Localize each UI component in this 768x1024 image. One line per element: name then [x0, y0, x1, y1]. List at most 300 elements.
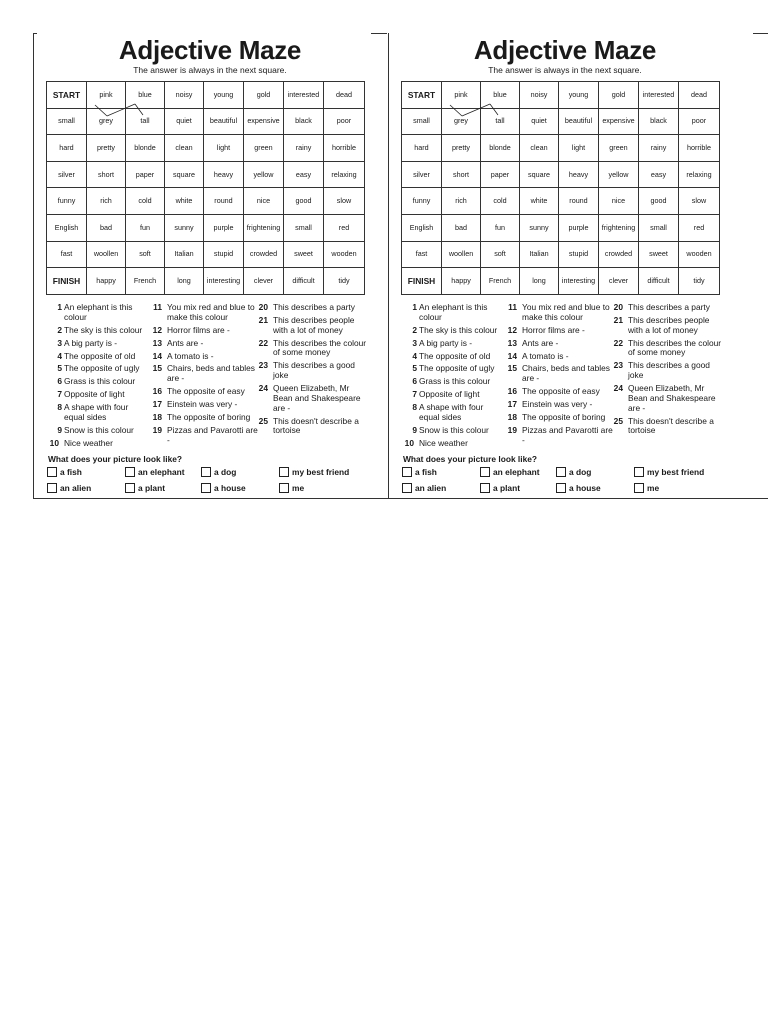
clue-text: The opposite of ugly	[64, 363, 140, 374]
clue-text: Ants are -	[522, 337, 559, 348]
clue-item	[613, 361, 725, 381]
checkbox[interactable]	[556, 467, 566, 477]
clue-text: A tomato is -	[167, 350, 214, 361]
answer-options	[402, 467, 732, 497]
clue-text: Pizzas and Pavarotti are -	[167, 425, 258, 446]
maze-cell: horrible	[324, 135, 365, 162]
maze-cell: gold	[599, 82, 639, 109]
maze-cell: hard	[402, 135, 442, 162]
clue-text: Opposite of light	[419, 389, 480, 400]
maze-cell: purple	[204, 214, 244, 241]
checkbox[interactable]	[201, 483, 211, 493]
answer-option[interactable]	[201, 483, 246, 493]
maze-cell: paper	[481, 161, 520, 188]
clue-text: Queen Elizabeth, Mr Bean and Shakespeare are -	[628, 383, 716, 413]
maze-cell: relaxing	[324, 161, 365, 188]
maze-cell: square	[165, 161, 204, 188]
maze-cell: paper	[126, 161, 165, 188]
clue-item	[404, 303, 506, 323]
clue-list	[45, 303, 375, 453]
clue-text: Ants are -	[167, 337, 204, 348]
clue-item	[258, 339, 370, 359]
checkbox[interactable]	[125, 467, 135, 477]
maze-row	[402, 108, 720, 135]
maze-cell: interested	[284, 82, 324, 109]
clue-item	[152, 387, 260, 397]
answer-option-label: a fish	[415, 467, 437, 477]
clue-text: You mix red and blue to make this colour	[167, 301, 255, 322]
clue-text: This describes the colour of some money	[628, 337, 722, 358]
clue-number: 12	[507, 324, 517, 335]
maze-cell: difficult	[284, 268, 324, 295]
checkbox[interactable]	[556, 483, 566, 493]
maze-cell: rainy	[639, 135, 679, 162]
maze-cell: cold	[126, 188, 165, 215]
maze-cell: soft	[126, 241, 165, 268]
clue-number: 23	[258, 360, 268, 371]
clue-number: 11	[508, 301, 517, 312]
maze-cell: blonde	[481, 135, 520, 162]
answer-option[interactable]	[279, 483, 304, 493]
maze-cell: sweet	[284, 241, 324, 268]
clue-item	[49, 403, 151, 423]
maze-cell: slow	[679, 188, 720, 215]
answer-option[interactable]	[47, 467, 82, 477]
clue-number: 5	[412, 363, 417, 374]
maze-cell: pink	[442, 82, 481, 109]
maze-cell: English	[402, 214, 442, 241]
maze-cell: relaxing	[679, 161, 720, 188]
maze-row	[402, 241, 720, 268]
clue-number: 2	[57, 324, 62, 335]
checkbox[interactable]	[47, 467, 57, 477]
clue-text: This describes the colour of some money	[273, 337, 367, 358]
maze-cell: dead	[324, 82, 365, 109]
maze-cell: good	[639, 188, 679, 215]
maze-cell: stupid	[559, 241, 599, 268]
clue-text: The opposite of easy	[167, 386, 245, 397]
clue-number: 1	[57, 301, 62, 312]
maze-row	[47, 214, 365, 241]
clue-item	[49, 339, 151, 349]
clue-text: An elephant is this colour	[419, 301, 488, 322]
clue-number: 17	[507, 399, 517, 410]
maze-row	[47, 241, 365, 268]
clue-item	[507, 303, 615, 323]
maze-cell: clever	[599, 268, 639, 295]
clue-number: 13	[152, 337, 162, 348]
maze-cell: crowded	[244, 241, 284, 268]
clue-item	[49, 326, 151, 336]
maze-cell: light	[204, 135, 244, 162]
maze-cell: heavy	[559, 161, 599, 188]
clue-text: The opposite of easy	[522, 386, 600, 397]
maze-cell: quiet	[520, 108, 559, 135]
answer-option[interactable]	[125, 483, 165, 493]
clue-item	[258, 384, 370, 413]
clue-item	[49, 426, 151, 436]
picture-question: What does your picture look like?	[48, 454, 183, 464]
worksheet-subtitle: The answer is always in the next square.	[488, 65, 642, 75]
clue-number: 3	[57, 337, 62, 348]
clue-text: This describes a party	[628, 301, 710, 312]
checkbox[interactable]	[480, 467, 490, 477]
clue-item	[152, 339, 260, 349]
clue-text: Pizzas and Pavarotti are -	[522, 425, 613, 446]
maze-cell: FINISH	[47, 268, 87, 295]
maze-cell: yellow	[244, 161, 284, 188]
clue-number: 1	[412, 301, 417, 312]
maze-row	[47, 161, 365, 188]
maze-cell: blue	[126, 82, 165, 109]
answer-option-label: a plant	[138, 483, 165, 493]
clue-item	[152, 352, 260, 362]
clue-item	[152, 413, 260, 423]
clue-number: 17	[152, 399, 162, 410]
maze-cell: silver	[402, 161, 442, 188]
clue-number: 9	[57, 425, 62, 436]
answer-option[interactable]	[634, 483, 659, 493]
maze-cell: frightening	[599, 214, 639, 241]
maze-cell: sweet	[639, 241, 679, 268]
clue-number: 19	[507, 425, 517, 436]
checkbox[interactable]	[402, 467, 412, 477]
clue-number: 7	[57, 389, 62, 400]
clue-number: 8	[57, 402, 62, 413]
maze-cell: yellow	[599, 161, 639, 188]
worksheet-right	[400, 34, 730, 498]
maze-cell: nice	[244, 188, 284, 215]
clue-item	[404, 377, 506, 387]
clue-item	[613, 316, 725, 336]
clue-number: 2	[412, 324, 417, 335]
maze-cell: fast	[402, 241, 442, 268]
clue-number: 10	[49, 438, 59, 449]
clue-column-3	[613, 303, 725, 440]
answer-option[interactable]	[556, 467, 591, 477]
maze-row	[47, 188, 365, 215]
clue-item	[613, 339, 725, 359]
clue-text: The opposite of ugly	[419, 363, 495, 374]
maze-cell: expensive	[244, 108, 284, 135]
maze-cell: small	[639, 214, 679, 241]
maze-cell: FINISH	[402, 268, 442, 295]
maze-cell: grey	[87, 108, 126, 135]
maze-cell: easy	[639, 161, 679, 188]
answer-option[interactable]	[480, 467, 540, 477]
clue-text: Horror films are -	[522, 324, 585, 335]
clue-number: 18	[152, 412, 162, 423]
maze-cell: interesting	[204, 268, 244, 295]
maze-cell: small	[402, 108, 442, 135]
checkbox[interactable]	[480, 483, 490, 493]
answer-option-label: a house	[569, 483, 601, 493]
maze-cell: poor	[324, 108, 365, 135]
clue-item	[507, 426, 615, 446]
answer-option[interactable]	[556, 483, 601, 493]
maze-cell: bad	[442, 214, 481, 241]
clue-number: 6	[412, 376, 417, 387]
checkbox[interactable]	[125, 483, 135, 493]
clue-item	[404, 352, 506, 362]
clue-text: The sky is this colour	[64, 324, 143, 335]
maze-cell: tall	[481, 108, 520, 135]
worksheet-subtitle: The answer is always in the next square.	[133, 65, 287, 75]
clue-item	[258, 316, 370, 336]
answer-option-label: a dog	[214, 467, 237, 477]
clue-text: A big party is -	[64, 337, 118, 348]
maze-cell: easy	[284, 161, 324, 188]
clue-number: 16	[507, 386, 517, 397]
checkbox[interactable]	[634, 483, 644, 493]
clue-item	[404, 326, 506, 336]
maze-cell: wooden	[679, 241, 720, 268]
clue-item	[507, 364, 615, 384]
clue-number: 19	[152, 425, 162, 436]
maze-cell: happy	[87, 268, 126, 295]
clue-text: Horror films are -	[167, 324, 230, 335]
maze-cell: interesting	[559, 268, 599, 295]
clue-text: Opposite of light	[64, 389, 125, 400]
clue-number: 15	[152, 363, 162, 374]
clue-text: This describes people with a lot of money	[628, 314, 710, 335]
maze-cell: green	[244, 135, 284, 162]
clue-item	[49, 377, 151, 387]
clue-item	[258, 303, 370, 313]
clue-number: 10	[404, 438, 414, 449]
answer-option-label: my best friend	[647, 467, 705, 477]
maze-cell: cold	[481, 188, 520, 215]
maze-cell: hard	[47, 135, 87, 162]
answer-options	[47, 467, 377, 497]
maze-cell: expensive	[599, 108, 639, 135]
maze-cell: tall	[126, 108, 165, 135]
clue-item	[49, 390, 151, 400]
clue-item	[404, 426, 506, 436]
clue-item	[404, 339, 506, 349]
clue-text: Nice weather	[64, 438, 113, 449]
maze-cell: noisy	[520, 82, 559, 109]
answer-option-label: me	[647, 483, 660, 493]
clue-item	[404, 403, 506, 423]
answer-option[interactable]	[634, 467, 704, 477]
maze-cell: heavy	[204, 161, 244, 188]
clue-number: 4	[412, 350, 417, 361]
maze-cell: purple	[559, 214, 599, 241]
clue-item	[404, 390, 506, 400]
answer-option[interactable]	[480, 483, 520, 493]
clue-text: An elephant is this colour	[64, 301, 133, 322]
clue-number: 18	[507, 412, 517, 423]
clue-number: 16	[152, 386, 162, 397]
answer-option[interactable]	[402, 467, 437, 477]
clue-number: 24	[613, 383, 623, 394]
maze-cell: woollen	[442, 241, 481, 268]
answer-option-label: a plant	[493, 483, 520, 493]
answer-option[interactable]	[201, 467, 236, 477]
maze-cell: small	[284, 214, 324, 241]
checkbox[interactable]	[47, 483, 57, 493]
checkbox[interactable]	[634, 467, 644, 477]
maze-cell: blue	[481, 82, 520, 109]
clue-item	[152, 426, 260, 446]
maze-cell: young	[559, 82, 599, 109]
maze-cell: interested	[639, 82, 679, 109]
clue-number: 15	[507, 363, 517, 374]
maze-cell: gold	[244, 82, 284, 109]
checkbox[interactable]	[279, 467, 289, 477]
maze-cell: silver	[47, 161, 87, 188]
clue-text: Grass is this colour	[64, 376, 136, 387]
maze-cell: wooden	[324, 241, 365, 268]
answer-option-label: me	[292, 483, 305, 493]
maze-cell: sunny	[165, 214, 204, 241]
maze-cell: short	[442, 161, 481, 188]
clue-item	[613, 303, 725, 313]
checkbox[interactable]	[402, 483, 412, 493]
maze-cell: white	[520, 188, 559, 215]
clue-text: Nice weather	[419, 438, 468, 449]
clue-text: This doesn't describe a tortoise	[273, 415, 359, 436]
maze-row	[402, 82, 720, 109]
maze-cell: rich	[87, 188, 126, 215]
answer-option-label: an elephant	[493, 467, 540, 477]
answer-option-label: an alien	[60, 483, 92, 493]
clue-number: 5	[57, 363, 62, 374]
maze-cell: long	[165, 268, 204, 295]
maze-cell: clean	[165, 135, 204, 162]
maze-row	[402, 268, 720, 295]
picture-question: What does your picture look like?	[403, 454, 538, 464]
clue-text: Chairs, beds and tables are -	[522, 363, 610, 384]
maze-cell: pink	[87, 82, 126, 109]
clue-text: The opposite of boring	[167, 412, 251, 423]
maze-cell: fun	[481, 214, 520, 241]
maze-row	[402, 135, 720, 162]
clue-text: You mix red and blue to make this colour	[522, 301, 610, 322]
maze-cell: English	[47, 214, 87, 241]
clue-number: 14	[152, 350, 162, 361]
clue-number: 11	[153, 301, 162, 312]
clue-item	[49, 352, 151, 362]
clue-text: Snow is this colour	[64, 425, 134, 436]
maze-cell: French	[126, 268, 165, 295]
maze-cell: square	[520, 161, 559, 188]
clue-number: 13	[507, 337, 517, 348]
maze-cell: noisy	[165, 82, 204, 109]
maze-cell: black	[639, 108, 679, 135]
maze-cell: white	[165, 188, 204, 215]
clue-number: 25	[258, 415, 268, 426]
clue-number: 22	[258, 337, 268, 348]
checkbox[interactable]	[201, 467, 211, 477]
maze-cell: round	[559, 188, 599, 215]
clue-number: 14	[507, 350, 517, 361]
answer-option-label: a house	[214, 483, 246, 493]
maze-cell: beautiful	[204, 108, 244, 135]
clue-item	[613, 417, 725, 437]
maze-grid	[401, 81, 720, 295]
clue-text: This doesn't describe a tortoise	[628, 415, 714, 436]
answer-option[interactable]	[125, 467, 185, 477]
clue-number: 20	[258, 301, 268, 312]
maze-cell: poor	[679, 108, 720, 135]
clue-number: 8	[412, 402, 417, 413]
clue-text: A big party is -	[419, 337, 473, 348]
maze-cell: funny	[47, 188, 87, 215]
maze-cell: short	[87, 161, 126, 188]
maze-cell: green	[599, 135, 639, 162]
clue-text: This describes people with a lot of money	[273, 314, 355, 335]
maze-cell: red	[679, 214, 720, 241]
clue-column-2	[507, 303, 615, 449]
maze-cell: beautiful	[559, 108, 599, 135]
maze-cell: START	[47, 82, 87, 109]
answer-option[interactable]	[402, 483, 446, 493]
maze-cell: blonde	[126, 135, 165, 162]
answer-option-label: my best friend	[292, 467, 350, 477]
clue-number: 21	[258, 314, 268, 325]
maze-cell: tidy	[679, 268, 720, 295]
clue-text: The opposite of old	[419, 350, 491, 361]
clue-number: 21	[613, 314, 623, 325]
clue-text: This describes a good joke	[628, 360, 710, 381]
clue-item	[152, 303, 260, 323]
maze-cell: START	[402, 82, 442, 109]
maze-row	[47, 268, 365, 295]
clue-number: 12	[152, 324, 162, 335]
clue-item	[404, 439, 506, 449]
maze-cell: grey	[442, 108, 481, 135]
clue-number: 23	[613, 360, 623, 371]
worksheet-left	[45, 34, 375, 498]
answer-option-label: an alien	[415, 483, 447, 493]
maze-cell: crowded	[599, 241, 639, 268]
maze-cell: light	[559, 135, 599, 162]
maze-cell: happy	[442, 268, 481, 295]
answer-option[interactable]	[47, 483, 91, 493]
clue-item	[152, 364, 260, 384]
answer-option-label: an elephant	[138, 467, 185, 477]
maze-cell: French	[481, 268, 520, 295]
maze-row	[47, 82, 365, 109]
clue-column-1	[49, 303, 151, 452]
maze-cell: funny	[402, 188, 442, 215]
answer-option[interactable]	[279, 467, 349, 477]
clue-number: 22	[613, 337, 623, 348]
maze-cell: Italian	[520, 241, 559, 268]
clue-list	[400, 303, 730, 453]
maze-cell: stupid	[204, 241, 244, 268]
clue-text: This describes a good joke	[273, 360, 355, 381]
clue-column-2	[152, 303, 260, 449]
maze-cell: rainy	[284, 135, 324, 162]
maze-cell: red	[324, 214, 365, 241]
maze-row	[47, 108, 365, 135]
maze-grid	[46, 81, 365, 295]
maze-cell: round	[204, 188, 244, 215]
worksheet-title: Adjective Maze	[118, 35, 302, 65]
clue-text: This describes a party	[273, 301, 355, 312]
clue-item	[507, 387, 615, 397]
maze-cell: nice	[599, 188, 639, 215]
maze-cell: fast	[47, 241, 87, 268]
maze-row	[402, 188, 720, 215]
clue-item	[507, 326, 615, 336]
clue-column-1	[404, 303, 506, 452]
clue-item	[152, 400, 260, 410]
checkbox[interactable]	[279, 483, 289, 493]
